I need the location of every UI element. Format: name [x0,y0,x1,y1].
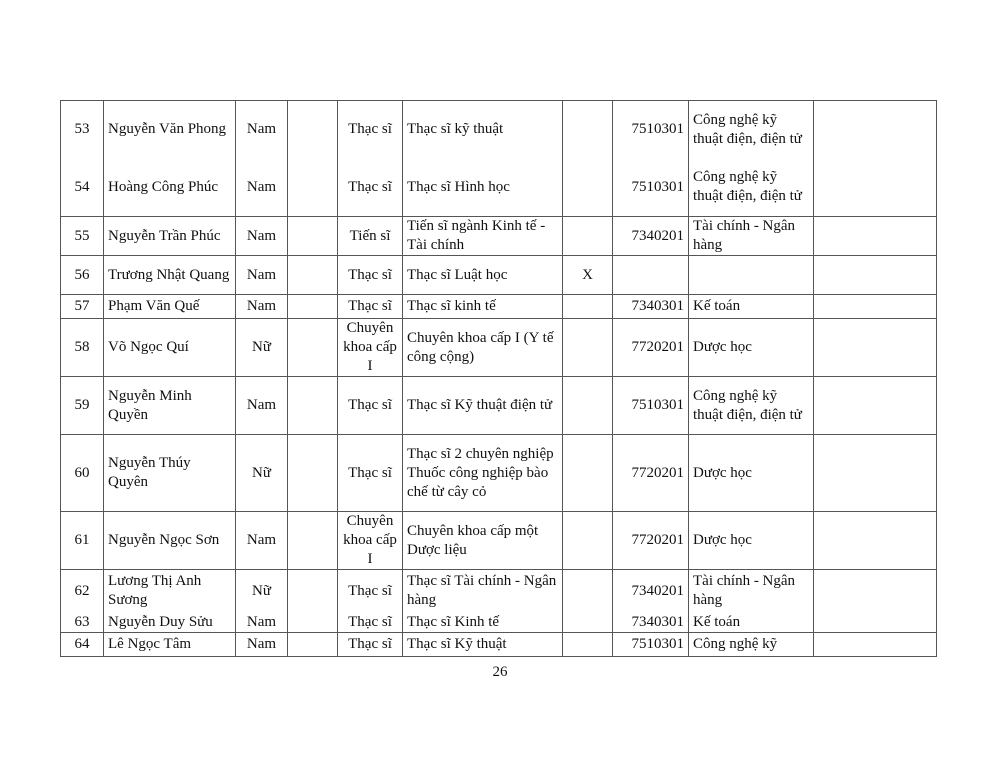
cell-major-name: Công nghệ kỹ thuật điện, điện tử [689,159,814,217]
cell-mark [563,613,613,633]
cell-empty [288,101,338,159]
cell-specialization: Thạc sĩ Luật học [403,256,563,295]
cell-specialization: Thạc sĩ Kỹ thuật [403,632,563,656]
cell-mark [563,512,613,570]
cell-stt: 54 [61,159,104,217]
cell-major-name: Công nghệ kỹ [689,632,814,656]
cell-empty [288,570,338,613]
cell-empty [288,295,338,319]
cell-gender: Nam [236,512,288,570]
staff-table [60,100,937,657]
cell-mark: X [563,256,613,295]
cell-degree: Thạc sĩ [338,632,403,656]
cell-degree: Thạc sĩ [338,377,403,435]
cell-mark [563,319,613,377]
cell-degree: Chuyên khoa cấp I [338,319,403,377]
table-row [61,632,937,656]
cell-note [814,512,937,570]
cell-major-name: Kế toán [689,295,814,319]
table-row [61,101,937,159]
cell-major-code: 7510301 [613,101,689,159]
cell-major-code: 7510301 [613,159,689,217]
cell-degree: Chuyên khoa cấp I [338,512,403,570]
cell-major-code: 7720201 [613,435,689,512]
cell-major-name: Công nghệ kỹ thuật điện, điện tử [689,377,814,435]
cell-specialization: Chuyên khoa cấp một Dược liệu [403,512,563,570]
cell-degree: Thạc sĩ [338,159,403,217]
cell-note [814,101,937,159]
cell-name: Nguyễn Ngọc Sơn [104,512,236,570]
cell-gender: Nam [236,159,288,217]
cell-empty [288,435,338,512]
table-row [61,256,937,295]
cell-name: Lương Thị Anh Sương [104,570,236,613]
page-number: 26 [492,664,508,680]
cell-name: Lê Ngọc Tâm [104,632,236,656]
cell-degree: Thạc sĩ [338,101,403,159]
cell-gender: Nữ [236,319,288,377]
cell-stt: 53 [61,101,104,159]
cell-major-code: 7340301 [613,295,689,319]
cell-specialization: Thạc sĩ 2 chuyên nghiệp Thuốc công nghiệp bào chế từ cây cỏ [403,435,563,512]
cell-mark [563,159,613,217]
cell-mark [563,295,613,319]
cell-gender: Nam [236,377,288,435]
cell-stt: 61 [61,512,104,570]
cell-major-name: Tài chính - Ngân hàng [689,217,814,256]
cell-note [814,319,937,377]
cell-degree: Thạc sĩ [338,570,403,613]
cell-mark [563,632,613,656]
cell-stt: 57 [61,295,104,319]
cell-gender: Nam [236,101,288,159]
table-row [61,435,937,512]
cell-specialization: Thạc sĩ Hình học [403,159,563,217]
cell-name: Nguyễn Thúy Quyên [104,435,236,512]
cell-name: Nguyễn Văn Phong [104,101,236,159]
cell-specialization: Chuyên khoa cấp I (Y tế công cộng) [403,319,563,377]
table-row [61,570,937,613]
cell-name: Hoàng Công Phúc [104,159,236,217]
cell-major-name: Dược học [689,435,814,512]
cell-gender: Nam [236,632,288,656]
cell-specialization: Thạc sĩ Kỹ thuật điện tử [403,377,563,435]
cell-mark [563,435,613,512]
cell-stt: 59 [61,377,104,435]
cell-degree: Thạc sĩ [338,256,403,295]
cell-note [814,159,937,217]
cell-major-code: 7510301 [613,377,689,435]
table-row [61,319,937,377]
cell-stt: 58 [61,319,104,377]
cell-name: Võ Ngọc Quí [104,319,236,377]
table-body [61,101,937,657]
cell-specialization: Thạc sĩ Tài chính - Ngân hàng [403,570,563,613]
cell-major-name: Tài chính - Ngân hàng [689,570,814,613]
cell-name: Phạm Văn Quế [104,295,236,319]
table-row [61,377,937,435]
cell-mark [563,101,613,159]
cell-stt: 55 [61,217,104,256]
cell-stt: 56 [61,256,104,295]
cell-major-code: 7340201 [613,570,689,613]
cell-specialization: Thạc sĩ kinh tế [403,295,563,319]
cell-note [814,295,937,319]
cell-name: Nguyễn Duy Sửu [104,613,236,633]
cell-major-code: 7340201 [613,217,689,256]
cell-empty [288,613,338,633]
cell-note [814,613,937,633]
cell-major-code: 7720201 [613,319,689,377]
cell-major-code [613,256,689,295]
cell-gender: Nữ [236,570,288,613]
cell-empty [288,159,338,217]
cell-name: Trương Nhật Quang [104,256,236,295]
table-row [61,159,937,217]
cell-specialization: Thạc sĩ kỹ thuật [403,101,563,159]
cell-stt: 62 [61,570,104,613]
cell-gender: Nam [236,613,288,633]
table-row [61,512,937,570]
cell-degree: Thạc sĩ [338,435,403,512]
cell-gender: Nam [236,295,288,319]
cell-specialization: Thạc sĩ Kinh tế [403,613,563,633]
cell-empty [288,377,338,435]
cell-note [814,632,937,656]
cell-major-code: 7720201 [613,512,689,570]
cell-degree: Thạc sĩ [338,295,403,319]
cell-stt: 60 [61,435,104,512]
cell-major-code: 7340301 [613,613,689,633]
cell-note [814,217,937,256]
cell-empty [288,217,338,256]
cell-gender: Nữ [236,435,288,512]
cell-mark [563,377,613,435]
cell-degree: Thạc sĩ [338,613,403,633]
cell-empty [288,632,338,656]
cell-major-name: Công nghệ kỹ thuật điện, điện tử [689,101,814,159]
table-row [61,217,937,256]
cell-degree: Tiến sĩ [338,217,403,256]
cell-note [814,377,937,435]
cell-gender: Nam [236,217,288,256]
cell-major-name: Kế toán [689,613,814,633]
cell-name: Nguyễn Trần Phúc [104,217,236,256]
cell-major-name: Dược học [689,319,814,377]
cell-empty [288,256,338,295]
cell-name: Nguyễn Minh Quyền [104,377,236,435]
cell-empty [288,319,338,377]
cell-note [814,256,937,295]
cell-major-name [689,256,814,295]
table-row [61,613,937,633]
cell-major-name: Dược học [689,512,814,570]
cell-specialization: Tiến sĩ ngành Kinh tế - Tài chính [403,217,563,256]
table-row [61,295,937,319]
cell-empty [288,512,338,570]
cell-note [814,570,937,613]
cell-gender: Nam [236,256,288,295]
cell-mark [563,217,613,256]
cell-mark [563,570,613,613]
cell-note [814,435,937,512]
cell-stt: 63 [61,613,104,633]
cell-major-code: 7510301 [613,632,689,656]
cell-stt: 64 [61,632,104,656]
